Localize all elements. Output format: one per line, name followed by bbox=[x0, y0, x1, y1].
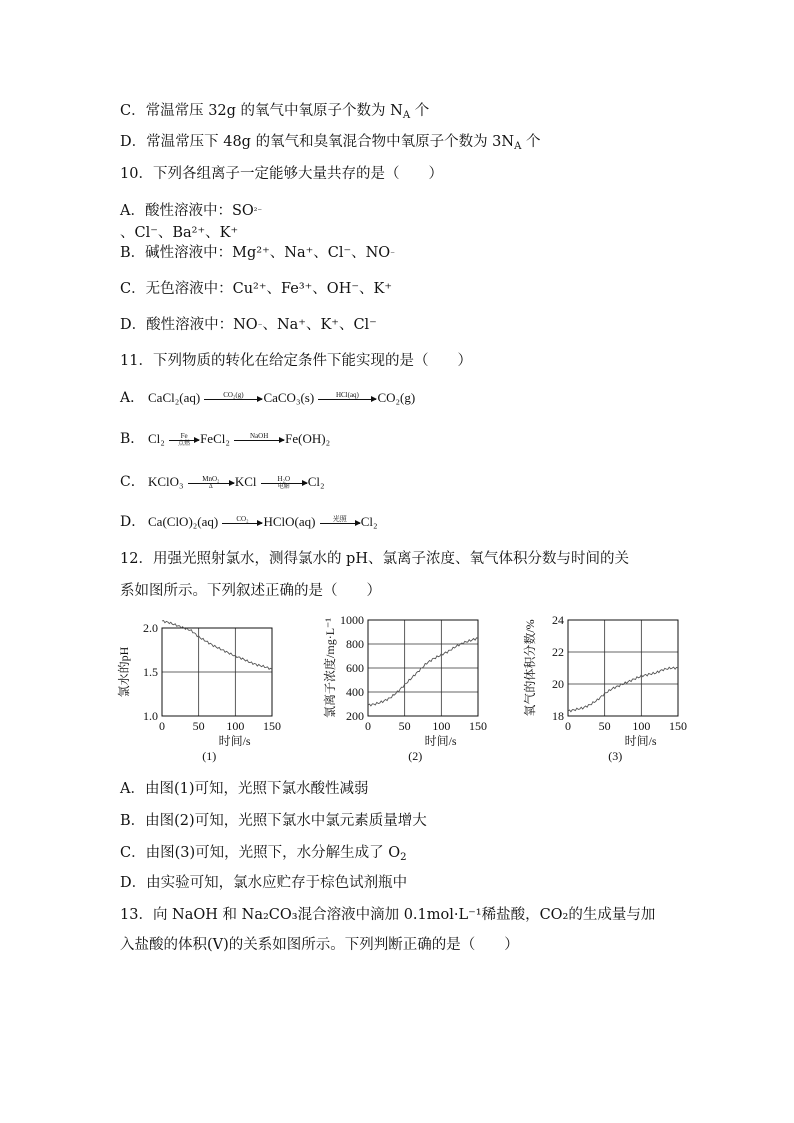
x-tick-label: 50 bbox=[398, 719, 411, 733]
plot-frame bbox=[568, 620, 678, 716]
series-line bbox=[368, 638, 478, 706]
option-d-line: D．常温常压下 48g 的氧气和臭氧混合物中氧原子个数为 $3N_A$ 个 bbox=[120, 134, 541, 152]
question-13-line1: 13．向 NaOH 和 Na₂CO₃混合溶液中滴加 0.1mol·L⁻¹稀盐酸，CO₂的生成量与加 bbox=[120, 907, 656, 923]
question-11: 11．下列物质的转化在给定条件下能实现的是（ ） bbox=[120, 353, 472, 369]
y-axis-label: 氯水的pH bbox=[117, 646, 131, 698]
chart-2-svg bbox=[310, 614, 500, 772]
question-10: 10．下列各组离子一定能够大量共存的是（ ） bbox=[120, 166, 443, 182]
x-tick-label: 50 bbox=[598, 719, 611, 733]
question-12-line2: 系如图所示。下列叙述正确的是（ ） bbox=[120, 583, 381, 599]
x-tick-label: 100 bbox=[632, 719, 651, 733]
reaction-arrow: HCl(aq) bbox=[318, 391, 376, 407]
y-axis-label: 氧气的体积分数/% bbox=[523, 619, 537, 717]
q12-option-b: B．由图(2)可知，光照下氯水中氯元素质量增大 bbox=[120, 813, 427, 829]
chart-3 bbox=[510, 614, 700, 772]
q10-option-a: A．酸性溶液中：SO²⁻ 、Cl⁻、Ba²⁺、K⁺ bbox=[120, 203, 263, 241]
question-13-line2: 入盐酸的体积(V)的关系如图所示。下列判断正确的是（ ） bbox=[120, 937, 519, 953]
option-c-line: C．常温常压 32g 的氧气中氧原子个数为 $N_A$ 个 bbox=[120, 103, 430, 121]
x-tick-label: 150 bbox=[263, 719, 281, 733]
y-tick-label: 18 bbox=[552, 709, 564, 723]
reaction-arrow: MnO₂ Δ bbox=[188, 475, 234, 491]
x-tick-label: 0 bbox=[365, 719, 371, 733]
reaction-arrow: Fe 点燃 bbox=[169, 432, 199, 448]
x-tick-label: 150 bbox=[469, 719, 487, 733]
x-tick-label: 150 bbox=[669, 719, 687, 733]
series-line bbox=[568, 667, 678, 712]
q12-option-d: D．由实验可知，氯水应贮存于棕色试剂瓶中 bbox=[120, 875, 408, 891]
chart-1 bbox=[112, 622, 292, 772]
chart-2 bbox=[310, 614, 500, 772]
question-12-line1: 12．用强光照射氯水，测得氯水的 pH、氯离子浓度、氧气体积分数与时间的关 bbox=[120, 551, 629, 567]
reaction-arrow: H₂O 电解 bbox=[261, 475, 307, 491]
x-tick-label: 0 bbox=[565, 719, 571, 733]
x-tick-label: 100 bbox=[226, 719, 245, 733]
x-axis-label: 时间/s bbox=[424, 734, 457, 748]
chart-3-svg bbox=[510, 614, 700, 772]
reaction-arrow: 光照 bbox=[320, 515, 360, 531]
y-tick-label: 24 bbox=[552, 613, 564, 627]
x-axis-label: 时间/s bbox=[624, 734, 657, 748]
q11-option-b: B． Cl₂ Fe 点燃 FeCl₂ NaOH Fe(OH)₂ bbox=[120, 431, 331, 448]
x-tick-label: 0 bbox=[159, 719, 165, 733]
y-tick-label: 400 bbox=[346, 685, 364, 699]
chart-caption: (3) bbox=[608, 749, 623, 763]
y-tick-label: 1.5 bbox=[143, 665, 158, 679]
q12-option-a: A．由图(1)可知，光照下氯水酸性减弱 bbox=[120, 781, 369, 797]
q11-option-d: D． Ca(ClO)₂(aq) CO₂ HClO(aq) 光照 Cl₂ bbox=[120, 514, 378, 530]
y-tick-label: 200 bbox=[346, 709, 364, 723]
q10-option-b: B．碱性溶液中：Mg²⁺、Na⁺、Cl⁻、NO⁻ bbox=[120, 245, 395, 261]
y-axis-label: 氯离子浓度/mg·L⁻¹ bbox=[323, 618, 337, 718]
x-tick-label: 50 bbox=[192, 719, 205, 733]
x-axis-label: 时间/s bbox=[218, 734, 251, 748]
y-tick-label: 1000 bbox=[340, 613, 364, 627]
y-tick-label: 2.0 bbox=[143, 621, 158, 635]
q10-option-d: D．酸性溶液中：NO⁻、Na⁺、K⁺、Cl⁻ bbox=[120, 317, 377, 333]
q12-option-c: C．由图(3)可知，光照下，水分解生成了 $O_2$ bbox=[120, 845, 407, 863]
y-tick-label: 600 bbox=[346, 661, 364, 675]
y-tick-label: 1.0 bbox=[143, 709, 158, 723]
chart-1-svg bbox=[112, 622, 292, 772]
y-tick-label: 800 bbox=[346, 637, 364, 651]
chart-caption: (1) bbox=[202, 749, 217, 763]
reaction-arrow: CO₂(g) bbox=[204, 391, 262, 407]
x-tick-label: 100 bbox=[432, 719, 451, 733]
q11-option-c: C． KClO₃ MnO₂ Δ KCl H₂O 电解 Cl₂ bbox=[120, 474, 325, 491]
y-tick-label: 22 bbox=[552, 645, 564, 659]
q10-option-c: C．无色溶液中：Cu²⁺、Fe³⁺、OH⁻、K⁺ bbox=[120, 281, 392, 297]
y-tick-label: 20 bbox=[552, 677, 564, 691]
reaction-arrow: CO₂ bbox=[222, 515, 262, 531]
reaction-arrow: NaOH bbox=[234, 432, 284, 448]
q11-option-a: A． CaCl₂(aq) CO₂(g) CaCO₃(s) HCl(aq) CO₂(g) bbox=[120, 390, 416, 406]
chart-caption: (2) bbox=[408, 749, 423, 763]
